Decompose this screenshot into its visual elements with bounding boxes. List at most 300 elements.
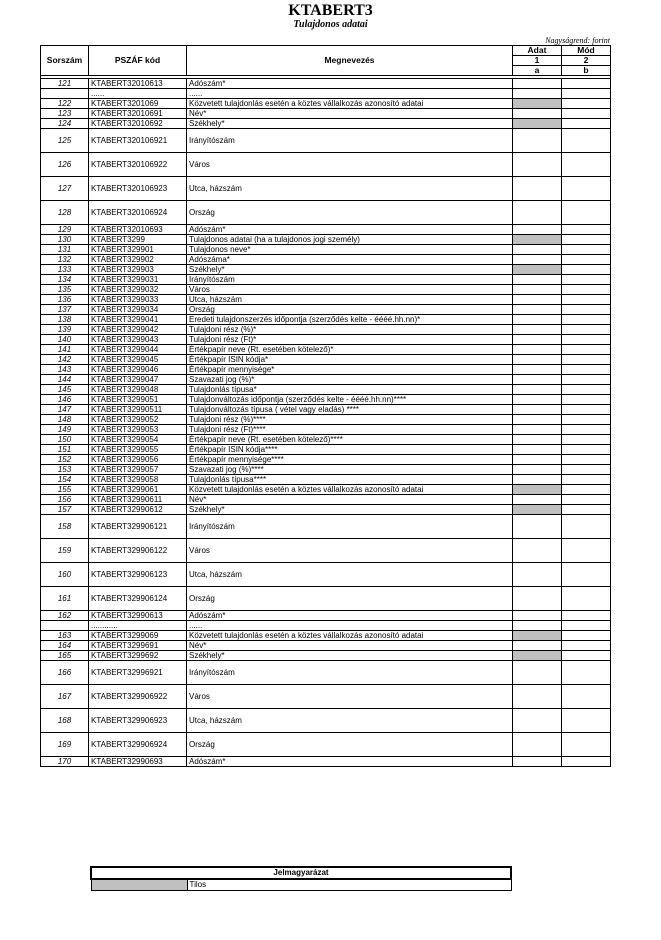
row-mod-cell (562, 119, 611, 129)
row-adat-cell (513, 661, 562, 685)
row-adat-cell (513, 225, 562, 235)
row-description: ...... (187, 89, 513, 99)
row-mod-cell (562, 631, 611, 641)
row-mod-cell (562, 225, 611, 235)
row-mod-cell (562, 733, 611, 757)
row-pszaf-code: KTABERT3299044 (89, 345, 187, 355)
row-description: ...... (187, 621, 513, 631)
row-pszaf-code: KTABERT3299048 (89, 385, 187, 395)
row-description: Irányítószám (187, 275, 513, 285)
row-mod-cell (562, 153, 611, 177)
row-adat-cell (513, 89, 562, 99)
row-adat-cell (513, 177, 562, 201)
row-number: 159 (41, 539, 89, 563)
row-pszaf-code: KTABERT3299034 (89, 305, 187, 315)
row-mod-cell (562, 661, 611, 685)
table-row (41, 445, 611, 455)
row-number: 167 (41, 685, 89, 709)
table-row (41, 153, 611, 177)
row-adat-cell (513, 153, 562, 177)
row-mod-cell (562, 405, 611, 415)
row-number: 124 (41, 119, 89, 129)
table-header (41, 46, 611, 79)
row-mod-cell (562, 385, 611, 395)
row-description: Város (187, 285, 513, 295)
row-description: Ország (187, 201, 513, 225)
row-description: Utca, házszám (187, 177, 513, 201)
row-number: 123 (41, 109, 89, 119)
row-mod-cell (562, 485, 611, 495)
table-row (41, 495, 611, 505)
row-pszaf-code: KTABERT3299032 (89, 285, 187, 295)
row-number: 129 (41, 225, 89, 235)
row-number: 149 (41, 425, 89, 435)
row-pszaf-code: KTABERT329902 (89, 255, 187, 265)
row-adat-cell (513, 495, 562, 505)
table-row (41, 709, 611, 733)
row-adat-cell (513, 395, 562, 405)
row-number: 142 (41, 355, 89, 365)
row-number: 169 (41, 733, 89, 757)
row-pszaf-code: KTABERT320106921 (89, 129, 187, 153)
row-description: Név* (187, 109, 513, 119)
row-adat-cell (513, 405, 562, 415)
row-mod-cell (562, 129, 611, 153)
table-row (41, 345, 611, 355)
row-adat-cell (513, 285, 562, 295)
row-adat-cell (513, 611, 562, 621)
row-pszaf-code: KTABERT3299052 (89, 415, 187, 425)
row-description: Közvetett tulajdonlás esetén a köztes vállalkozás azonosító adatai (187, 631, 513, 641)
col-mod-header: Mód (562, 46, 611, 56)
table-row (41, 225, 611, 235)
row-description: Adószáma* (187, 255, 513, 265)
row-adat-cell (513, 305, 562, 315)
row-mod-cell (562, 641, 611, 651)
row-description: Értékpapír mennyisége* (187, 365, 513, 375)
row-pszaf-code: KTABERT3299692 (89, 651, 187, 661)
row-mod-cell (562, 515, 611, 539)
table-row (41, 515, 611, 539)
row-mod-cell (562, 235, 611, 245)
row-description: Székhely* (187, 119, 513, 129)
row-adat-cell (513, 129, 562, 153)
row-description: Értékpapír neve (Rt. esetében kötelező)* (187, 345, 513, 355)
row-pszaf-code: KTABERT3299069 (89, 631, 187, 641)
table-row (41, 255, 611, 265)
table-row (41, 465, 611, 475)
row-adat-cell (513, 415, 562, 425)
row-description: Ország (187, 305, 513, 315)
row-mod-cell (562, 621, 611, 631)
row-description: Város (187, 685, 513, 709)
row-number: 135 (41, 285, 89, 295)
row-mod-cell (562, 685, 611, 709)
row-adat-cell (513, 119, 562, 129)
row-description: Közvetett tulajdonlás esetén a köztes vállalkozás azonosító adatai (187, 485, 513, 495)
row-pszaf-code: KTABERT3299061 (89, 485, 187, 495)
table-row (41, 587, 611, 611)
row-description: Eredeti tulajdonszerzés időpontja (szerződés kelte - éééé.hh.nn)* (187, 315, 513, 325)
row-mod-cell (562, 265, 611, 275)
row-description: Ország (187, 587, 513, 611)
row-number: 141 (41, 345, 89, 355)
table-row (41, 99, 611, 109)
table-row (41, 505, 611, 515)
row-mod-cell (562, 395, 611, 405)
row-pszaf-code: KTABERT3299055 (89, 445, 187, 455)
row-pszaf-code: KTABERT32010692 (89, 119, 187, 129)
table-row (41, 425, 611, 435)
table-row (41, 119, 611, 129)
row-number: 148 (41, 415, 89, 425)
row-mod-cell (562, 425, 611, 435)
row-description: Szavazati jog (%)* (187, 375, 513, 385)
row-mod-cell (562, 505, 611, 515)
row-number: 126 (41, 153, 89, 177)
row-description: Adószám* (187, 225, 513, 235)
row-number: 161 (41, 587, 89, 611)
row-mod-cell (562, 285, 611, 295)
row-adat-cell (513, 265, 562, 275)
row-mod-cell (562, 465, 611, 475)
table-row (41, 375, 611, 385)
row-adat-cell (513, 385, 562, 395)
row-adat-cell (513, 631, 562, 641)
row-mod-cell (562, 295, 611, 305)
legend-swatch (91, 879, 187, 891)
table-row (41, 285, 611, 295)
row-description: Értékpapír mennyisége**** (187, 455, 513, 465)
row-pszaf-code: KTABERT329906922 (89, 685, 187, 709)
row-adat-cell (513, 539, 562, 563)
table-row (41, 201, 611, 225)
row-adat-cell (513, 475, 562, 485)
col-mod-letter: b (562, 66, 611, 76)
table-row (41, 415, 611, 425)
row-pszaf-code: KTABERT3299054 (89, 435, 187, 445)
col-mod-number: 2 (562, 56, 611, 66)
row-description: Irányítószám (187, 515, 513, 539)
row-mod-cell (562, 455, 611, 465)
table-row (41, 395, 611, 405)
row-adat-cell (513, 345, 562, 355)
row-adat-cell (513, 355, 562, 365)
row-pszaf-code: KTABERT32990611 (89, 495, 187, 505)
row-number: 132 (41, 255, 89, 265)
row-mod-cell (562, 611, 611, 621)
row-mod-cell (562, 325, 611, 335)
row-pszaf-code: KTABERT3299046 (89, 365, 187, 375)
row-pszaf-code: KTABERT320106923 (89, 177, 187, 201)
row-adat-cell (513, 425, 562, 435)
row-pszaf-code: KTABERT329903 (89, 265, 187, 275)
row-adat-cell (513, 365, 562, 375)
row-pszaf-code: KTABERT320106922 (89, 153, 187, 177)
row-description: Utca, házszám (187, 295, 513, 305)
row-pszaf-code: KTABERT320106924 (89, 201, 187, 225)
row-pszaf-code: KTABERT32990613 (89, 611, 187, 621)
row-mod-cell (562, 355, 611, 365)
table-row (41, 733, 611, 757)
table-row (41, 485, 611, 495)
row-mod-cell (562, 415, 611, 425)
row-adat-cell (513, 275, 562, 285)
row-pszaf-code: KTABERT3299031 (89, 275, 187, 285)
row-pszaf-code: KTABERT3299058 (89, 475, 187, 485)
row-adat-cell (513, 709, 562, 733)
row-pszaf-code: KTABERT329901 (89, 245, 187, 255)
row-description: Irányítószám (187, 129, 513, 153)
table-row (41, 295, 611, 305)
row-number: 165 (41, 651, 89, 661)
col-adat-letter: a (513, 66, 562, 76)
row-mod-cell (562, 255, 611, 265)
table-row (41, 385, 611, 395)
table-row (41, 539, 611, 563)
row-number: 121 (41, 79, 89, 89)
row-mod-cell (562, 709, 611, 733)
row-pszaf-code: KTABERT3299691 (89, 641, 187, 651)
row-number: 137 (41, 305, 89, 315)
table-row (41, 265, 611, 275)
row-pszaf-code: KTABERT32010613 (89, 79, 187, 89)
row-mod-cell (562, 495, 611, 505)
row-number (41, 89, 89, 99)
table-row (41, 129, 611, 153)
table-row (41, 661, 611, 685)
row-description: Értékpapír ISIN kódja**** (187, 445, 513, 455)
row-pszaf-code: KTABERT3201069 (89, 99, 187, 109)
row-adat-cell (513, 485, 562, 495)
row-pszaf-code: KTABERT3299057 (89, 465, 187, 475)
row-pszaf-code: KTABERT3299051 (89, 395, 187, 405)
row-pszaf-code: KTABERT3299047 (89, 375, 187, 385)
row-description: Irányítószám (187, 661, 513, 685)
row-pszaf-code: KTABERT3299033 (89, 295, 187, 305)
row-mod-cell (562, 245, 611, 255)
table-row (41, 405, 611, 415)
legend-title: Jelmagyarázat (91, 867, 511, 879)
row-number: 130 (41, 235, 89, 245)
row-description: Tulajdonváltozás típusa ( vétel vagy eladás) **** (187, 405, 513, 415)
unit-note: Nagyságrend: forint (545, 36, 610, 45)
table-row (41, 89, 611, 99)
table-row (41, 177, 611, 201)
data-table (40, 45, 611, 767)
row-description: Szavazati jog (%)**** (187, 465, 513, 475)
row-number: 154 (41, 475, 89, 485)
page-title: KTABERT3 (288, 2, 373, 19)
row-description: Tulajdonos neve* (187, 245, 513, 255)
table-row (41, 275, 611, 285)
row-description: Közvetett tulajdonlás esetén a köztes vállalkozás azonosító adatai (187, 99, 513, 109)
row-description: Székhely* (187, 651, 513, 661)
table-row (41, 355, 611, 365)
row-pszaf-code: KTABERT3299042 (89, 325, 187, 335)
row-adat-cell (513, 621, 562, 631)
row-description: Tulajdonos adatai (ha a tulajdonos jogi személy) (187, 235, 513, 245)
table-row (41, 631, 611, 641)
row-number: 146 (41, 395, 89, 405)
row-number: 125 (41, 129, 89, 153)
row-number: 134 (41, 275, 89, 285)
table-row (41, 641, 611, 651)
row-description: Város (187, 153, 513, 177)
row-adat-cell (513, 651, 562, 661)
row-pszaf-code: KTABERT329906122 (89, 539, 187, 563)
row-number: 156 (41, 495, 89, 505)
row-pszaf-code: ............ (89, 621, 187, 631)
row-adat-cell (513, 587, 562, 611)
row-mod-cell (562, 365, 611, 375)
row-description: Utca, házszám (187, 563, 513, 587)
row-adat-cell (513, 641, 562, 651)
row-number: 122 (41, 99, 89, 109)
table-row (41, 325, 611, 335)
row-description: Tulajdoni rész (Ft)**** (187, 425, 513, 435)
row-description: Város (187, 539, 513, 563)
row-description: Tulajdonlás típusa**** (187, 475, 513, 485)
row-adat-cell (513, 235, 562, 245)
row-pszaf-code: ...... (89, 89, 187, 99)
row-number: 168 (41, 709, 89, 733)
row-description: Ország (187, 733, 513, 757)
row-adat-cell (513, 685, 562, 709)
row-number: 166 (41, 661, 89, 685)
row-mod-cell (562, 475, 611, 485)
row-mod-cell (562, 177, 611, 201)
row-pszaf-code: KTABERT32010691 (89, 109, 187, 119)
row-mod-cell (562, 335, 611, 345)
row-number: 160 (41, 563, 89, 587)
row-number: 153 (41, 465, 89, 475)
row-number: 164 (41, 641, 89, 651)
row-adat-cell (513, 505, 562, 515)
row-number: 128 (41, 201, 89, 225)
row-number: 147 (41, 405, 89, 415)
row-description: Értékpapír ISIN kódja* (187, 355, 513, 365)
col-pszaf-header: PSZÁF kód (89, 46, 187, 76)
row-pszaf-code: KTABERT3299041 (89, 315, 187, 325)
row-pszaf-code: KTABERT329906924 (89, 733, 187, 757)
row-number: 163 (41, 631, 89, 641)
row-number: 155 (41, 485, 89, 495)
row-number: 144 (41, 375, 89, 385)
row-adat-cell (513, 79, 562, 89)
row-mod-cell (562, 275, 611, 285)
table-body (41, 79, 611, 767)
row-pszaf-code: KTABERT329906923 (89, 709, 187, 733)
row-mod-cell (562, 89, 611, 99)
row-number: 127 (41, 177, 89, 201)
row-number: 157 (41, 505, 89, 515)
row-adat-cell (513, 375, 562, 385)
row-number: 158 (41, 515, 89, 539)
row-description: Név* (187, 641, 513, 651)
table-row (41, 315, 611, 325)
col-megnevezes-header: Megnevezés (187, 46, 513, 76)
row-adat-cell (513, 109, 562, 119)
row-number: 131 (41, 245, 89, 255)
row-pszaf-code: KTABERT32990612 (89, 505, 187, 515)
row-adat-cell (513, 465, 562, 475)
row-pszaf-code: KTABERT3299056 (89, 455, 187, 465)
table-row (41, 475, 611, 485)
row-description: Tulajdonlás típusa* (187, 385, 513, 395)
row-pszaf-code: KTABERT3299 (89, 235, 187, 245)
row-description: Tulajdonváltozás időpontja (szerződés kelte - éééé.hh.nn)**** (187, 395, 513, 405)
row-number: 151 (41, 445, 89, 455)
row-adat-cell (513, 445, 562, 455)
legend-label: Tilos (187, 879, 511, 891)
row-pszaf-code: KTABERT329906124 (89, 587, 187, 611)
table-row (41, 235, 611, 245)
row-mod-cell (562, 99, 611, 109)
row-mod-cell (562, 201, 611, 225)
page-subtitle: Tulajdonos adatai (293, 19, 368, 30)
row-adat-cell (513, 315, 562, 325)
row-description: Adószám* (187, 79, 513, 89)
col-adat-header: Adat (513, 46, 562, 56)
row-pszaf-code: KTABERT32996921 (89, 661, 187, 685)
row-mod-cell (562, 757, 611, 767)
table-row (41, 245, 611, 255)
row-adat-cell (513, 515, 562, 539)
row-description: Adószám* (187, 757, 513, 767)
row-pszaf-code: KTABERT3299045 (89, 355, 187, 365)
row-mod-cell (562, 563, 611, 587)
row-mod-cell (562, 109, 611, 119)
row-number: 162 (41, 611, 89, 621)
legend (90, 866, 512, 891)
row-number (41, 621, 89, 631)
row-description: Értékpapír neve (Rt. esetében kötelező)**** (187, 435, 513, 445)
row-number: 133 (41, 265, 89, 275)
row-description: Székhely* (187, 505, 513, 515)
row-description: Tulajdoni rész (Ft)* (187, 335, 513, 345)
table-row (41, 455, 611, 465)
row-mod-cell (562, 375, 611, 385)
row-pszaf-code: KTABERT329906123 (89, 563, 187, 587)
col-sorszam-header: Sorszám (41, 46, 89, 76)
row-number: 136 (41, 295, 89, 305)
row-mod-cell (562, 445, 611, 455)
row-pszaf-code: KTABERT329906121 (89, 515, 187, 539)
row-description: Székhely* (187, 265, 513, 275)
row-description: Utca, házszám (187, 709, 513, 733)
row-adat-cell (513, 201, 562, 225)
row-adat-cell (513, 245, 562, 255)
table-row (41, 365, 611, 375)
row-pszaf-code: KTABERT32010693 (89, 225, 187, 235)
table-row (41, 651, 611, 661)
table-row (41, 435, 611, 445)
row-pszaf-code: KTABERT32990693 (89, 757, 187, 767)
row-mod-cell (562, 305, 611, 315)
row-adat-cell (513, 757, 562, 767)
row-mod-cell (562, 435, 611, 445)
table-row (41, 79, 611, 89)
row-number: 145 (41, 385, 89, 395)
row-adat-cell (513, 733, 562, 757)
row-number: 139 (41, 325, 89, 335)
col-adat-number: 1 (513, 56, 562, 66)
table-row (41, 305, 611, 315)
table-row (41, 563, 611, 587)
row-adat-cell (513, 325, 562, 335)
row-description: Tulajdoni rész (%)* (187, 325, 513, 335)
